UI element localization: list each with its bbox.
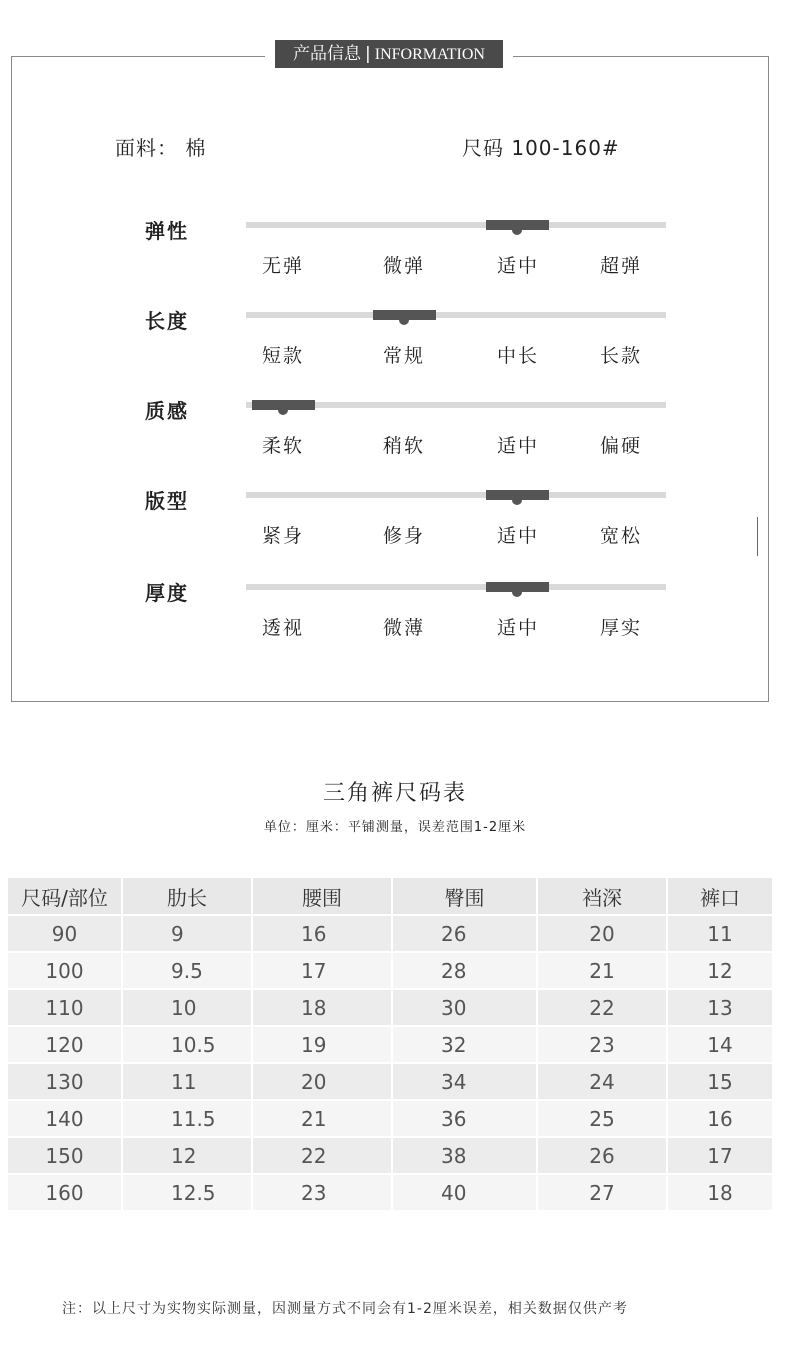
- size-table-cell: 40: [393, 1175, 538, 1212]
- attr-slider-track: [246, 584, 666, 590]
- size-table-cell: 130: [8, 1064, 123, 1101]
- size-table-header-cell: 腰围: [253, 878, 393, 916]
- table-row: [8, 1101, 774, 1138]
- attr-option: 微弹: [383, 255, 426, 277]
- attr-option: 适中: [497, 525, 540, 547]
- attr-slider-track: [246, 222, 666, 228]
- attr-option: 紧身: [262, 525, 305, 547]
- size-table-cell: 12: [123, 1138, 253, 1175]
- info-title-cn: 产品信息: [293, 44, 362, 64]
- size-table-header-cell: 肋长: [123, 878, 253, 916]
- info-title-separator: |: [365, 44, 371, 64]
- size-range-label: 尺码 100-160#: [462, 136, 620, 160]
- attr-option: 厚实: [600, 617, 643, 639]
- size-table-cell: 12: [668, 953, 774, 990]
- attr-slider-marker: [486, 490, 549, 500]
- table-row: [8, 1064, 774, 1101]
- attr-option: 偏硬: [600, 435, 643, 457]
- size-table-cell: 12.5: [123, 1175, 253, 1212]
- size-table-cell: 100: [8, 953, 123, 990]
- attr-label: 版型: [145, 489, 189, 513]
- size-table-cell: 27: [538, 1175, 668, 1212]
- table-row: [8, 953, 774, 990]
- attr-option: 宽松: [600, 525, 643, 547]
- size-table-cell: 34: [393, 1064, 538, 1101]
- attr-option: 适中: [497, 617, 540, 639]
- size-table-cell: 24: [538, 1064, 668, 1101]
- table-row: [8, 1175, 774, 1212]
- size-table-cell: 9: [123, 916, 253, 953]
- footnote: 注：以上尺寸为实物实际测量，因测量方式不同会有1-2厘米误差，相关数据仅供产考: [62, 1301, 628, 1317]
- table-row: [8, 1138, 774, 1175]
- attr-slider-track: [246, 312, 666, 318]
- attr-option: 适中: [497, 435, 540, 457]
- size-chart-subtitle: 单位：厘米：平铺测量，误差范围1-2厘米: [263, 820, 527, 835]
- attr-option: 中长: [497, 345, 540, 367]
- size-table-body: [8, 916, 774, 1212]
- size-table-cell: 20: [538, 916, 668, 953]
- size-table-cell: 21: [538, 953, 668, 990]
- size-table-header-cell: 裤口: [668, 878, 774, 916]
- size-table-cell: 18: [668, 1175, 774, 1212]
- attr-option: 短款: [262, 345, 305, 367]
- size-table-cell: 30: [393, 990, 538, 1027]
- divider-line: [757, 517, 758, 556]
- size-table-cell: 17: [668, 1138, 774, 1175]
- table-row: [8, 990, 774, 1027]
- attr-label: 弹性: [145, 219, 189, 243]
- size-table-cell: 10: [123, 990, 253, 1027]
- size-table-cell: 20: [253, 1064, 393, 1101]
- size-table-cell: 26: [393, 916, 538, 953]
- size-table-cell: 38: [393, 1138, 538, 1175]
- attr-option: 稍软: [383, 435, 426, 457]
- size-table-cell: 9.5: [123, 953, 253, 990]
- size-table-cell: 23: [253, 1175, 393, 1212]
- size-table-cell: 26: [538, 1138, 668, 1175]
- size-table-cell: 120: [8, 1027, 123, 1064]
- attr-slider-marker: [373, 310, 436, 320]
- size-table-cell: 25: [538, 1101, 668, 1138]
- size-table-cell: 150: [8, 1138, 123, 1175]
- attr-slider-marker: [252, 400, 315, 410]
- size-table-cell: 11: [668, 916, 774, 953]
- size-table-cell: 23: [538, 1027, 668, 1064]
- info-title-en: INFORMATION: [374, 46, 485, 63]
- size-table-cell: 16: [668, 1101, 774, 1138]
- size-table-cell: 140: [8, 1101, 123, 1138]
- size-table-cell: 11.5: [123, 1101, 253, 1138]
- size-table-cell: 90: [8, 916, 123, 953]
- attr-slider-marker: [486, 582, 549, 592]
- fabric-label: 面料： 棉: [115, 136, 207, 160]
- attr-option: 修身: [383, 525, 426, 547]
- attr-label: 质感: [145, 399, 189, 423]
- size-table-cell: 14: [668, 1027, 774, 1064]
- attr-slider-track: [246, 492, 666, 498]
- attr-slider-marker: [486, 220, 549, 230]
- attr-label: 长度: [145, 309, 189, 333]
- size-table-header-cell: 臀围: [393, 878, 538, 916]
- attr-option: 柔软: [262, 435, 305, 457]
- size-table-cell: 160: [8, 1175, 123, 1212]
- size-table-cell: 32: [393, 1027, 538, 1064]
- size-table-header-cell: 裆深: [538, 878, 668, 916]
- size-table-cell: 11: [123, 1064, 253, 1101]
- size-table-header-cell: 尺码/部位: [8, 878, 123, 916]
- attr-option: 超弹: [600, 255, 643, 277]
- size-table-cell: 22: [538, 990, 668, 1027]
- size-table: [8, 878, 774, 1212]
- attr-option: 常规: [383, 345, 426, 367]
- size-table-cell: 15: [668, 1064, 774, 1101]
- size-table-cell: 18: [253, 990, 393, 1027]
- size-table-cell: 28: [393, 953, 538, 990]
- info-title-bar: [275, 40, 503, 68]
- attr-option: 适中: [497, 255, 540, 277]
- size-table-cell: 10.5: [123, 1027, 253, 1064]
- size-table-cell: 17: [253, 953, 393, 990]
- size-table-header: [8, 878, 774, 916]
- table-row: [8, 916, 774, 953]
- size-table-cell: 19: [253, 1027, 393, 1064]
- table-row: [8, 1027, 774, 1064]
- size-table-cell: 13: [668, 990, 774, 1027]
- size-chart-title: 三角裤尺码表: [322, 781, 467, 806]
- attr-option: 微薄: [383, 617, 426, 639]
- size-table-cell: 22: [253, 1138, 393, 1175]
- attr-label: 厚度: [145, 581, 189, 605]
- attr-option: 透视: [262, 617, 305, 639]
- size-table-cell: 110: [8, 990, 123, 1027]
- attr-option: 长款: [600, 345, 643, 367]
- size-table-cell: 36: [393, 1101, 538, 1138]
- size-table-cell: 21: [253, 1101, 393, 1138]
- size-table-cell: 16: [253, 916, 393, 953]
- attr-option: 无弹: [262, 255, 305, 277]
